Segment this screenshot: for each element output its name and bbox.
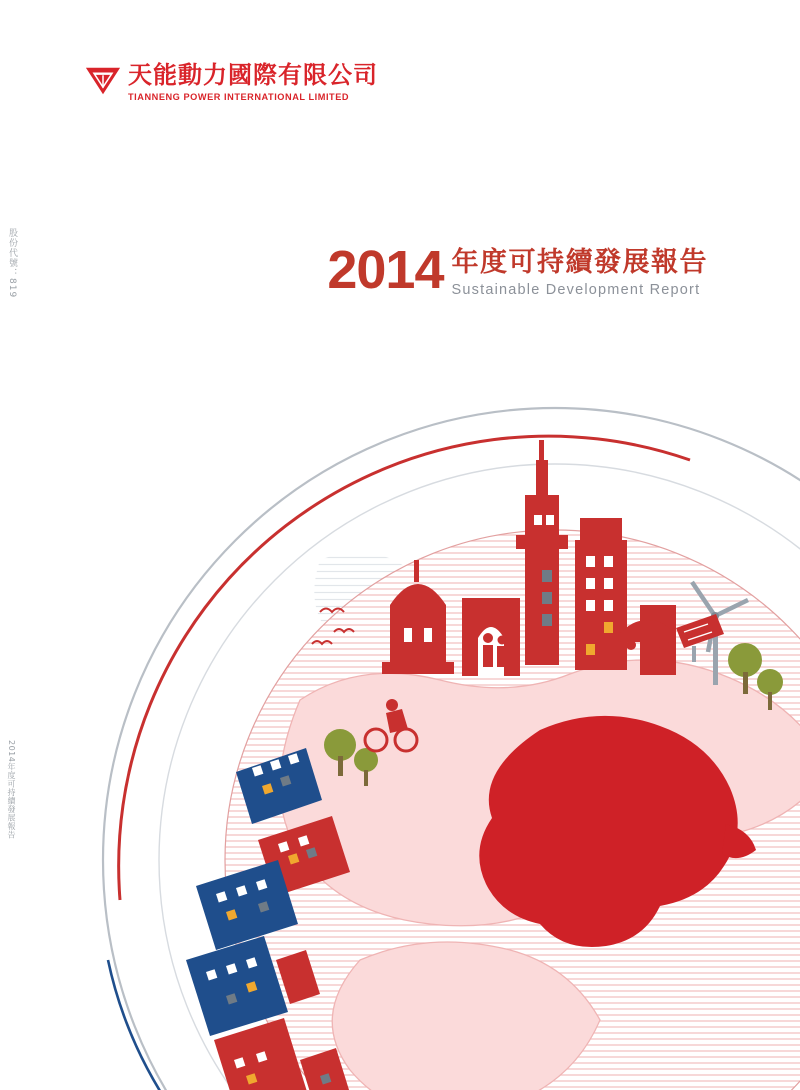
side-note-report-title: 2014年度可持續發展報告 xyxy=(7,740,16,839)
globe-city-skyline-illustration xyxy=(0,400,800,1090)
logo-text-block xyxy=(128,62,378,102)
tianneng-triangle-logo-icon xyxy=(84,62,122,100)
company-name-cn: 天能動力國際有限公司 xyxy=(128,61,378,89)
report-title-cn: 年度可持續發展報告 xyxy=(451,247,708,278)
artwork-svg xyxy=(0,400,800,1090)
report-title-en: Sustainable Development Report xyxy=(451,282,701,299)
report-year: 2014 xyxy=(327,240,444,300)
cover-title-block xyxy=(327,240,708,300)
company-logo xyxy=(84,62,378,102)
side-note-stock-code: 股份代號：819 xyxy=(7,228,17,299)
company-name-en: TIANNENG POWER INTERNATIONAL LIMITED xyxy=(128,91,350,102)
title-text-group xyxy=(452,246,709,298)
